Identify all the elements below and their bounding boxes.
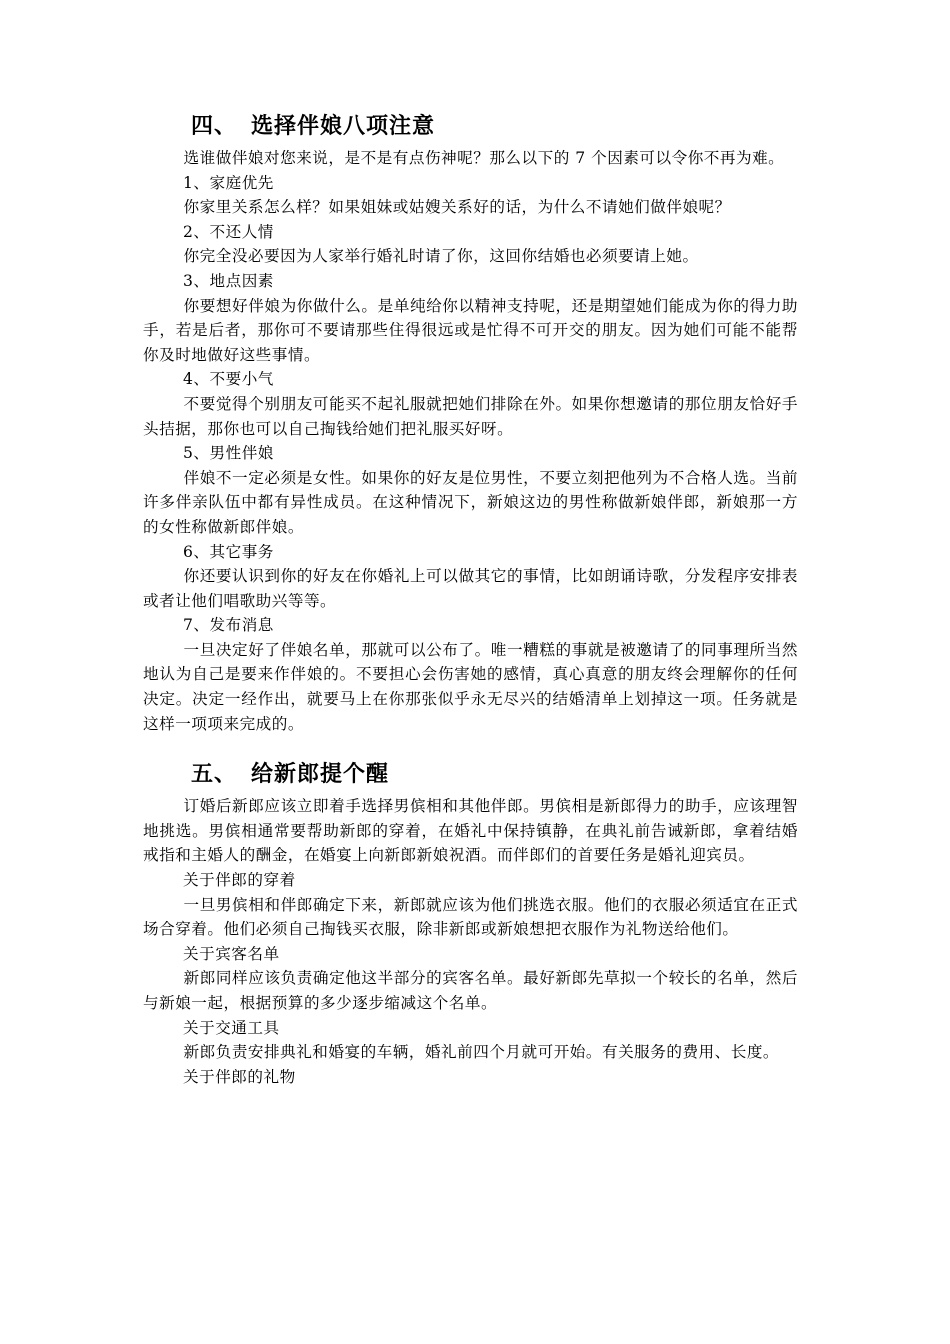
item-text: 新郎同样应该负责确定他这半部分的宾客名单。最好新郎先草拟一个较长的名单，然后与新娘一起，根据预算的多少逐步缩减这个名单。 xyxy=(143,969,798,1012)
item-heading: 2、不还人情 xyxy=(183,222,274,241)
section-5-number: 五、 xyxy=(191,762,238,788)
item-text: 不要觉得个别朋友可能买不起礼服就把她们排除在外。如果你想邀请的那位朋友恰好手头拮据，那你也可以自己掏钱给她们把礼服买好呀。 xyxy=(143,394,798,438)
item-text: 伴娘不一定必须是女性。如果你的好友是位男性，不要立刻把他列为不合格人选。当前许多伴亲队伍中都有异性成员。在这种情况下，新娘这边的男性称做新娘伴郎，新娘那一方的女性称做新郎伴娘。 xyxy=(143,468,798,536)
item-text: 你要想好伴娘为你做什么。是单纯给你以精神支持呢，还是期望她们能成为你的得力助手，若是后者，那你可不要请那些住得很远或是忙得不可开交的朋友。因为她们可能不能帮你及时地做好这些事情。 xyxy=(143,296,798,364)
section-5-intro: 订婚后新郎应该立即着手选择男傧相和其他伴郎。男傧相是新郎得力的助手，应该理智地挑选。男傧相通常要帮助新郎的穿着，在婚礼中保持镇静，在典礼前告诫新郎，拿着结婚戒指和主婚人的酬金，在婚宴上向新郎新娘祝酒。而伴郎们的首要任务是婚礼迎宾员。 xyxy=(143,797,798,865)
item-heading: 7、发布消息 xyxy=(183,616,274,635)
item-heading: 6、其它事务 xyxy=(183,542,274,561)
item-heading: 4、不要小气 xyxy=(183,370,274,389)
item-heading: 关于交通工具 xyxy=(183,1018,280,1037)
item-heading: 1、家庭优先 xyxy=(183,173,274,192)
item-text: 你家里关系怎么样？如果姐妹或姑嫂关系好的话，为什么不请她们做伴娘呢？ xyxy=(183,198,731,217)
item-heading: 关于宾客名单 xyxy=(183,944,280,963)
item-text: 新郎负责安排典礼和婚宴的车辆，婚礼前四个月就可开始。有关服务的费用、长度。 xyxy=(183,1043,780,1062)
item-heading: 关于伴郎的穿着 xyxy=(183,871,296,890)
section-4-title xyxy=(143,112,798,146)
item-text: 你完全没必要因为人家举行婚礼时请了你，这回你结婚也必须要请上她。 xyxy=(183,247,699,266)
document-page xyxy=(143,112,798,1089)
section-gap xyxy=(143,736,798,760)
section-4-title-text: 选择伴娘八项注意 xyxy=(251,114,436,139)
item-text: 你还要认识到你的好友在你婚礼上可以做其它的事情，比如朗诵诗歌，分发程序安排表或者让他们唱歌助兴等等。 xyxy=(143,567,798,610)
section-5-title-text: 给新郎提个醒 xyxy=(251,762,390,788)
item-heading: 5、男性伴娘 xyxy=(183,444,274,463)
section-4-intro: 选谁做伴娘对您来说，是不是有点伤神呢？那么以下的 7 个因素可以令你不再为难。 xyxy=(183,149,785,167)
section-5-title xyxy=(143,760,798,794)
item-text: 一旦男傧相和伴郎确定下来，新郎就应该为他们挑选衣服。他们的衣服必须适宜在正式场合穿着。他们必须自己掏钱买衣服，除非新郎或新娘想把衣服作为礼物送给他们。 xyxy=(143,895,798,939)
item-heading: 关于伴郎的礼物 xyxy=(183,1067,296,1086)
section-4-number: 四、 xyxy=(191,114,238,139)
item-text: 一旦决定好了伴娘名单，那就可以公布了。唯一糟糕的事就是被邀请了的同事理所当然地认为自己是要来作伴娘的。不要担心会伤害她的感情，真心真意的朋友终会理解你的任何决定。决定一经作出，就要马上在你那张似乎永无尽兴的结婚清单上划掉这一项。任务就是这样一项项来完成的。 xyxy=(143,640,798,733)
item-heading: 3、地点因素 xyxy=(183,271,274,290)
